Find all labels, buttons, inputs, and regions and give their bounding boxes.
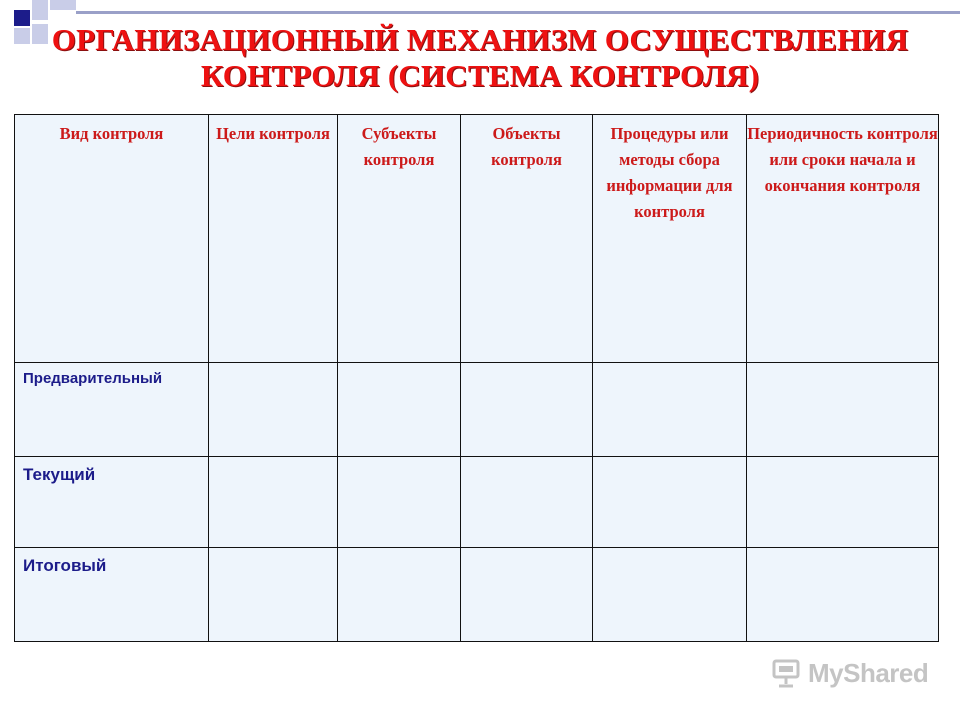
decor-square-light [50, 0, 76, 10]
table-row [15, 548, 939, 642]
table-cell [338, 457, 461, 548]
table-cell [461, 363, 593, 457]
myshared-logo-text: MyShared [808, 657, 929, 688]
row-label: Предварительный [15, 363, 209, 457]
header-cell: Объекты контроля [461, 115, 593, 363]
slide-title-line1: ОРГАНИЗАЦИОННЫЙ МЕХАНИЗМ ОСУЩЕСТВЛЕНИЯ [51, 22, 909, 57]
table-row [15, 363, 939, 457]
table-cell [747, 548, 939, 642]
slide-title [0, 22, 960, 94]
table-cell [593, 548, 747, 642]
header-cell: Периодичность контроля или сроки начала и окончания контроля [747, 115, 939, 363]
table-cell [461, 457, 593, 548]
table-cell [593, 457, 747, 548]
table-cell [747, 457, 939, 548]
header-cell: Субъекты контроля [338, 115, 461, 363]
slide-title-line2: КОНТРОЛЯ (СИСТЕМА КОНТРОЛЯ) [200, 58, 760, 93]
table-cell [747, 363, 939, 457]
presentation-board-icon [770, 657, 802, 689]
table-header-row [15, 115, 939, 363]
header-cell: Вид контроля [15, 115, 209, 363]
control-system-table [14, 114, 939, 642]
decor-square-light [32, 0, 48, 20]
table-cell [338, 548, 461, 642]
header-cell: Цели контроля [209, 115, 338, 363]
header-cell: Процедуры или методы сбора информации для контроля [593, 115, 747, 363]
row-label: Итоговый [15, 548, 209, 642]
table-row [15, 457, 939, 548]
header-rule [76, 11, 960, 14]
table-cell [593, 363, 747, 457]
row-label: Текущий [15, 457, 209, 548]
myshared-logo [770, 656, 928, 690]
table-cell [461, 548, 593, 642]
table-cell [209, 363, 338, 457]
table-cell [338, 363, 461, 457]
table-cell [209, 457, 338, 548]
table-cell [209, 548, 338, 642]
